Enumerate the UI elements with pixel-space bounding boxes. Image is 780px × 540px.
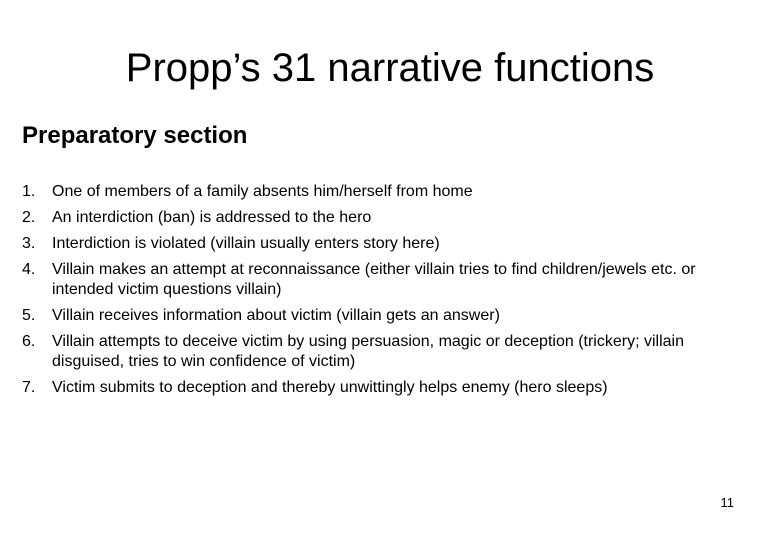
- list-item: [22, 378, 742, 398]
- list-item: [22, 332, 742, 372]
- list-item-text: Villain makes an attempt at reconnaissance (either villain tries to find children/jewels etc. or intended victim questions villain): [52, 261, 696, 298]
- list-item-text: An interdiction (ban) is addressed to the hero: [52, 209, 372, 226]
- list-item: [22, 306, 742, 326]
- list-item: [22, 208, 742, 228]
- list-item-text: Villain attempts to deceive victim by using persuasion, magic or deception (trickery; villain disguised, tries to win confidence of victim): [52, 333, 684, 370]
- list-item: [22, 182, 742, 202]
- list-item-text: Villain receives information about victim (villain gets an answer): [52, 307, 500, 324]
- list-item-number: 1.: [22, 183, 36, 200]
- list-item-number: 5.: [22, 307, 36, 324]
- section-heading: Preparatory section: [22, 122, 248, 149]
- list-item-number: 2.: [22, 209, 36, 226]
- list-item: [22, 260, 742, 300]
- narrative-function-list: [22, 182, 742, 404]
- list-item: [22, 234, 742, 254]
- list-item-number: 7.: [22, 379, 36, 396]
- slide-title: Propp’s 31 narrative functions: [125, 46, 655, 90]
- page-number: 11: [720, 495, 734, 510]
- list-item-text: Victim submits to deception and thereby unwittingly helps enemy (hero sleeps): [52, 379, 608, 396]
- list-item-number: 6.: [22, 333, 36, 350]
- list-item-number: 4.: [22, 261, 36, 278]
- list-item-text: One of members of a family absents him/herself from home: [52, 183, 473, 200]
- list-item-number: 3.: [22, 235, 36, 252]
- list-item-text: Interdiction is violated (villain usually enters story here): [52, 235, 440, 252]
